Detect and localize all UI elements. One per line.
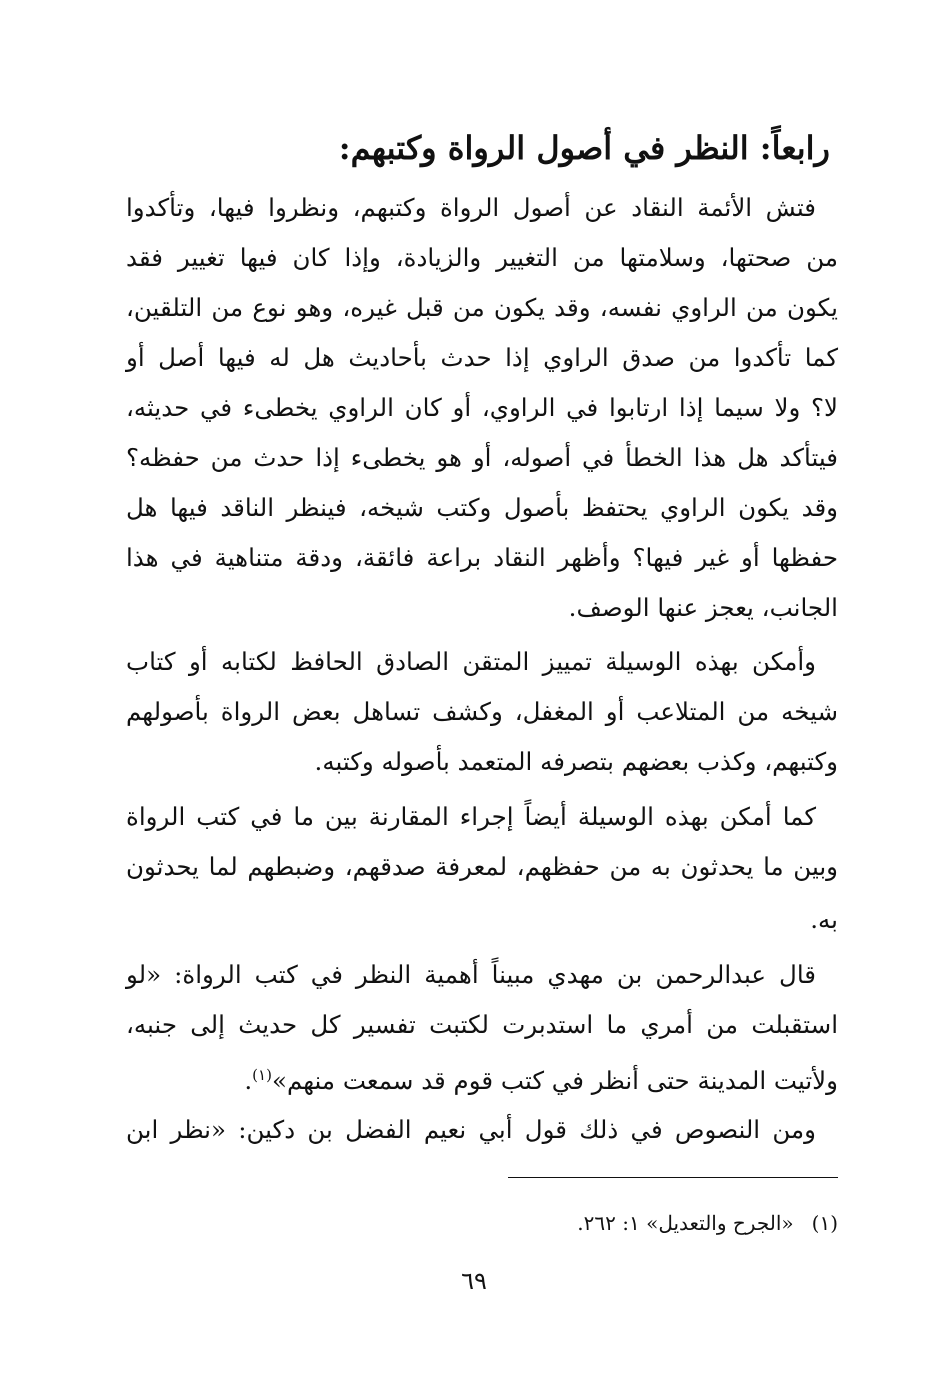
text-line: كما أمكن بهذه الوسيلة أيضاً إجراء المقارنة بين ما في كتب الرواة xyxy=(126,802,816,831)
text-line: استقبلت من أمري ما استدبرت لكتبت تفسير كل حديث إلى جنبه، xyxy=(126,1010,838,1039)
text-line: وقد يكون الراوي يحتفظ بأصول وكتب شيخه، فينظر الناقد فيها هل xyxy=(126,493,838,522)
text-line: حفظها أو غير فيها؟ وأظهر النقاد براعة فائقة، ودقة متناهية في هذا xyxy=(126,543,838,572)
footnote-divider xyxy=(508,1177,838,1178)
text-line: فتش الأئمة النقاد عن أصول الرواة وكتبهم، ونظروا فيها، وتأكدوا xyxy=(126,193,816,222)
footnote xyxy=(126,1208,838,1238)
text-line: شيخه من المتلاعب أو المغفل، وكشف تساهل بعض الرواة بأصولهم xyxy=(126,697,838,726)
sentence-end: . xyxy=(244,1066,253,1096)
section-heading: رابعاً: النظر في أصول الرواة وكتبهم: xyxy=(338,129,830,167)
footnote-number: (١) xyxy=(811,1211,838,1235)
text-line: وبين ما يحدثون به من حفظهم، لمعرفة صدقهم، وضبطهم لما يحدثون xyxy=(126,852,838,881)
text-line: كما تأكدوا من صدق الراوي إذا حدث بأحاديث هل له فيها أصل أو xyxy=(126,343,838,372)
text-line: قال عبدالرحمن بن مهدي مبيناً أهمية النظر في كتب الرواة: «لو xyxy=(126,960,816,989)
text-line: به. xyxy=(810,905,838,934)
text-line: فيتأكد هل هذا الخطأ في أصوله، أو هو يخطىء إذا حدث من حفظه؟ xyxy=(126,443,838,472)
text-line: لا؟ ولا سيما إذا ارتابوا في الراوي، أو كان الراوي يخطىء في حديثه، xyxy=(126,393,838,422)
text-line: يكون من الراوي نفسه، وقد يكون من قبل غيره، وهو نوع من التلقين، xyxy=(126,293,838,322)
text-line: وكتبهم، وكذب بعضهم بتصرفه المتعمد بأصوله وكتبه. xyxy=(314,747,838,776)
footnote-text: «الجرح والتعديل» ١: ٢٦٢. xyxy=(577,1211,794,1235)
text-line: من صحتها، وسلامتها من التغيير والزيادة، وإذا كان فيها تغيير فقد xyxy=(126,243,838,272)
text-line: وأمكن بهذه الوسيلة تمييز المتقن الصادق الحافظ لكتابه أو كتاب xyxy=(126,647,816,676)
page-number: ٦٩ xyxy=(461,1267,487,1295)
text-line-with-footnote xyxy=(126,1055,838,1095)
text-line-body: ولأتيت المدينة حتى أنظر في كتب قوم قد سمعت منهم» xyxy=(271,1066,838,1096)
text-line: الجانب، يعجز عنها الوصف. xyxy=(568,593,838,622)
text-line: ومن النصوص في ذلك قول أبي نعيم الفضل بن دكين: «نظر ابن xyxy=(126,1115,816,1144)
footnote-reference: (١) xyxy=(252,1066,272,1084)
